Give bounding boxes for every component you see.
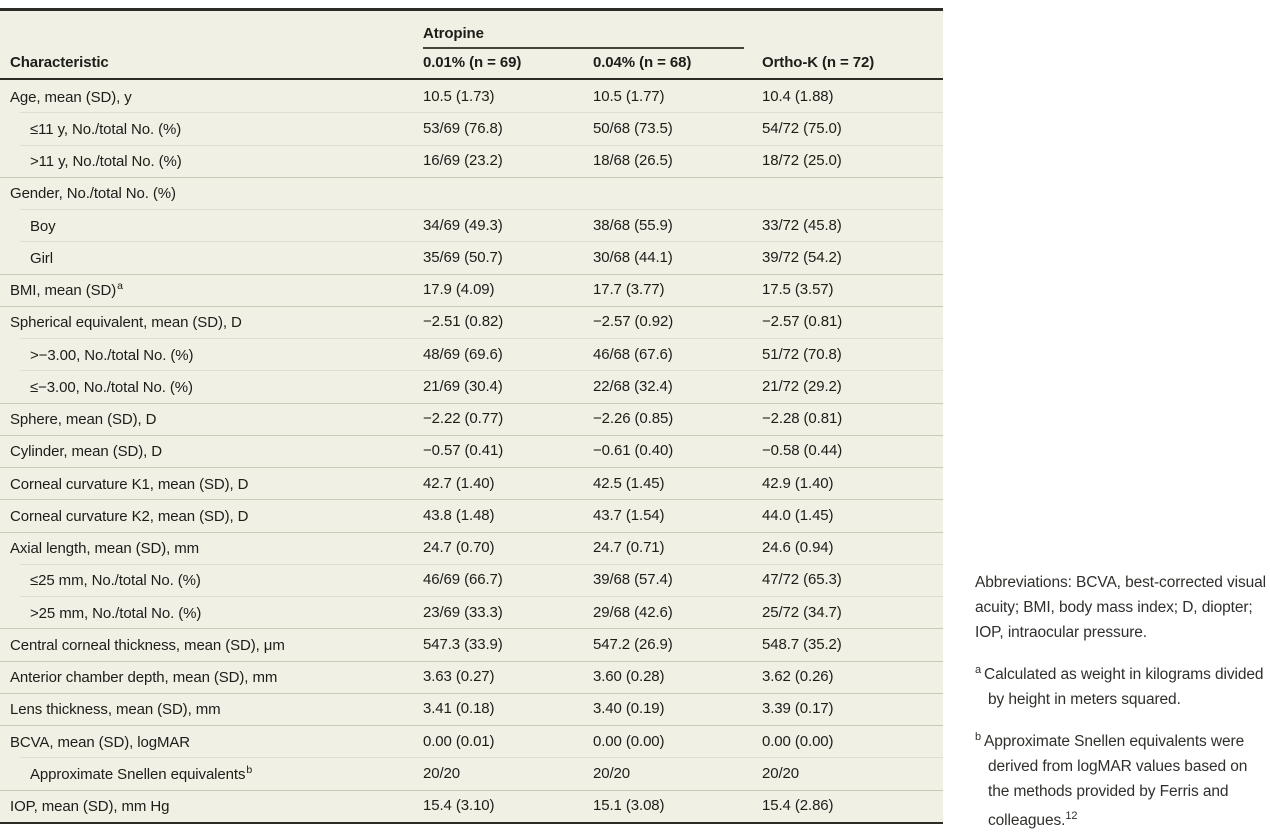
row-label [0,635,423,654]
row-label-text: IOP, mean (SD), mm Hg [10,798,170,816]
row-value-atropine-004: 17.7 (3.77) [593,281,665,299]
row-value-orthok: 0.00 (0.00) [762,732,834,750]
row-label-text: Corneal curvature K1, mean (SD), D [10,475,249,493]
row-value-orthok: 10.4 (1.88) [762,87,834,105]
row-label-text: Sphere, mean (SD), D [10,411,157,429]
table-row [0,757,943,789]
row-value-atropine-004: 18/68 (26.5) [593,152,673,170]
row-value-atropine-001: 547.3 (33.9) [423,635,503,653]
row-value-orthok: 3.62 (0.26) [762,668,834,686]
row-label [0,667,423,686]
row-value-orthok: 42.9 (1.40) [762,474,834,492]
table-row [0,370,943,402]
row-value-orthok: 25/72 (34.7) [762,603,842,621]
row-value-atropine-001: 21/69 (30.4) [423,377,503,395]
row-value-orthok: 24.6 (0.94) [762,539,834,557]
row-value-orthok: 39/72 (54.2) [762,248,842,266]
row-label-text: Anterior chamber depth, mean (SD), mm [10,669,278,687]
footnote-b-marker: b [975,731,982,744]
row-value-orthok: 15.4 (2.86) [762,797,834,815]
row-value-atropine-001: −2.22 (0.77) [423,410,504,428]
table-row [0,306,943,338]
footnote-a-marker: a [975,664,982,676]
row-label [0,506,423,525]
row-label-text: Gender, No./total No. (%) [10,185,176,203]
row-label [0,796,423,815]
row-label [0,409,423,428]
row-value-atropine-004: 43.7 (1.54) [593,506,665,524]
row-label [0,280,423,299]
row-value-atropine-001: 42.7 (1.40) [423,474,495,492]
row-label-text: Boy [30,217,56,235]
row-label-text: BMI, mean (SD) [10,282,117,300]
column-group-row [0,11,943,49]
row-value-atropine-001: 16/69 (23.2) [423,152,503,170]
row-value-orthok: 3.39 (0.17) [762,700,834,718]
baseline-characteristics-table [0,8,943,824]
row-label [0,345,423,364]
row-value-atropine-004: 3.40 (0.19) [593,700,665,718]
table-row [0,177,943,209]
table-row [0,628,943,660]
table-row [0,403,943,435]
column-header-characteristic: Characteristic [10,54,109,71]
table-row [0,661,943,693]
row-label-text: >−3.00, No./total No. (%) [30,346,194,364]
row-label [0,312,423,331]
row-value-atropine-004: −2.26 (0.85) [593,410,674,428]
row-label-text: Central corneal thickness, mean (SD), μm [10,636,285,654]
column-header-atropine-001: 0.01% (n = 69) [423,54,522,71]
row-value-atropine-001: 24.7 (0.70) [423,539,495,557]
column-group-label: Atropine [423,25,744,49]
row-label [0,151,423,170]
row-value-atropine-004: −0.61 (0.40) [593,442,674,460]
row-value-orthok: 17.5 (3.57) [762,281,834,299]
table-row [0,499,943,531]
row-value-atropine-001: 48/69 (69.6) [423,345,503,363]
row-label-text: Spherical equivalent, mean (SD), D [10,314,242,332]
table-row [0,145,943,177]
table-notes [975,570,1270,833]
row-label-text: >11 y, No./total No. (%) [30,153,182,171]
row-label [0,474,423,493]
footnote-b-text: Approximate Snellen equivalents were derived from logMAR values based on the methods provided by Ferris and colleagues. [984,733,1248,830]
row-value-atropine-004: 46/68 (67.6) [593,345,673,363]
row-value-orthok: 51/72 (70.8) [762,345,842,363]
row-value-orthok: 18/72 (25.0) [762,152,842,170]
footnote-a [975,658,1270,712]
row-label-superscript: b [246,763,253,776]
row-value-atropine-004: 24.7 (0.71) [593,539,665,557]
row-value-atropine-001: 46/69 (66.7) [423,571,503,589]
row-label-text: BCVA, mean (SD), logMAR [10,733,190,751]
column-header-orthok: Ortho-K (n = 72) [762,54,875,71]
abbreviations-note: Abbreviations: BCVA, best-corrected visual acuity; BMI, body mass index; D, diopter; IOP, intraocular pressure. [975,574,1267,641]
row-label [0,377,423,396]
table-row [0,790,943,822]
table-row [0,209,943,241]
row-label [0,87,423,106]
row-label-text: Approximate Snellen equivalents [30,765,246,783]
row-value-atropine-001: 15.4 (3.10) [423,797,495,815]
row-value-atropine-001: 20/20 [423,764,461,782]
row-value-atropine-001: 34/69 (49.3) [423,216,503,234]
row-value-atropine-001: −0.57 (0.41) [423,442,504,460]
row-label [0,441,423,460]
row-value-atropine-001: 3.63 (0.27) [423,668,495,686]
row-value-atropine-001: 10.5 (1.73) [423,87,495,105]
row-value-atropine-004: 38/68 (55.9) [593,216,673,234]
table-row [0,725,943,757]
row-value-atropine-004: 3.60 (0.28) [593,668,665,686]
row-value-atropine-004: 547.2 (26.9) [593,635,673,653]
row-value-atropine-004: 20/20 [593,764,631,782]
row-value-orthok: 21/72 (29.2) [762,377,842,395]
row-value-orthok: −0.58 (0.44) [762,442,843,460]
row-value-orthok: 44.0 (1.45) [762,506,834,524]
row-value-atropine-001: 43.8 (1.48) [423,506,495,524]
footnote-b-reference: 12 [1065,810,1078,823]
row-value-atropine-001: 23/69 (33.3) [423,603,503,621]
row-value-atropine-004: 0.00 (0.00) [593,732,665,750]
row-label [0,570,423,589]
footnote-b [975,725,1270,833]
table-row [0,564,943,596]
column-header-atropine-004: 0.04% (n = 68) [593,54,692,71]
row-label [0,183,423,202]
row-label [0,119,423,138]
table-row [0,532,943,564]
row-value-atropine-004: 29/68 (42.6) [593,603,673,621]
row-value-orthok: 54/72 (75.0) [762,119,842,137]
column-header-row [0,49,943,78]
table-row [0,112,943,144]
row-value-atropine-001: 0.00 (0.01) [423,732,495,750]
row-label-text: Cylinder, mean (SD), D [10,443,163,461]
row-value-atropine-001: −2.51 (0.82) [423,313,504,331]
row-label-text: Axial length, mean (SD), mm [10,540,200,558]
row-value-orthok: 548.7 (35.2) [762,635,842,653]
row-label [0,538,423,557]
row-label [0,603,423,622]
row-label-superscript: a [117,280,123,293]
row-label [0,248,423,267]
row-value-atropine-001: 35/69 (50.7) [423,248,503,266]
table-row [0,338,943,370]
row-value-orthok: −2.57 (0.81) [762,313,843,331]
row-value-atropine-001: 53/69 (76.8) [423,119,503,137]
table-row [0,274,943,306]
table-header [0,8,943,80]
row-label-text: ≤11 y, No./total No. (%) [30,120,182,138]
table-row [0,435,943,467]
row-value-atropine-004: 15.1 (3.08) [593,797,665,815]
row-label [0,699,423,718]
row-label-text: >25 mm, No./total No. (%) [30,604,202,622]
table-row [0,693,943,725]
footnote-a-text: Calculated as weight in kilograms divided by height in meters squared. [984,666,1264,709]
row-value-orthok: 20/20 [762,764,800,782]
row-label-text: Lens thickness, mean (SD), mm [10,701,221,719]
row-value-orthok: 33/72 (45.8) [762,216,842,234]
table-row [0,241,943,273]
row-value-atropine-004: 39/68 (57.4) [593,571,673,589]
table-row [0,80,943,112]
row-value-atropine-004: 50/68 (73.5) [593,119,673,137]
row-value-orthok: −2.28 (0.81) [762,410,843,428]
row-value-atropine-001: 3.41 (0.18) [423,700,495,718]
row-value-atropine-004: 30/68 (44.1) [593,248,673,266]
row-label [0,732,423,751]
row-label-text: ≤25 mm, No./total No. (%) [30,572,201,590]
row-value-atropine-004: 42.5 (1.45) [593,474,665,492]
table-body [0,80,943,824]
row-value-atropine-004: 22/68 (32.4) [593,377,673,395]
row-label-text: ≤−3.00, No./total No. (%) [30,378,193,396]
column-group-cell [423,25,758,49]
table-row [0,596,943,628]
row-label-text: Age, mean (SD), y [10,88,132,106]
row-label-text: Girl [30,249,53,267]
row-value-orthok: 47/72 (65.3) [762,571,842,589]
row-label [0,764,423,783]
row-label-text: Corneal curvature K2, mean (SD), D [10,507,249,525]
table-row [0,467,943,499]
row-value-atropine-004: 10.5 (1.77) [593,87,665,105]
row-label [0,216,423,235]
row-value-atropine-001: 17.9 (4.09) [423,281,495,299]
row-value-atropine-004: −2.57 (0.92) [593,313,674,331]
